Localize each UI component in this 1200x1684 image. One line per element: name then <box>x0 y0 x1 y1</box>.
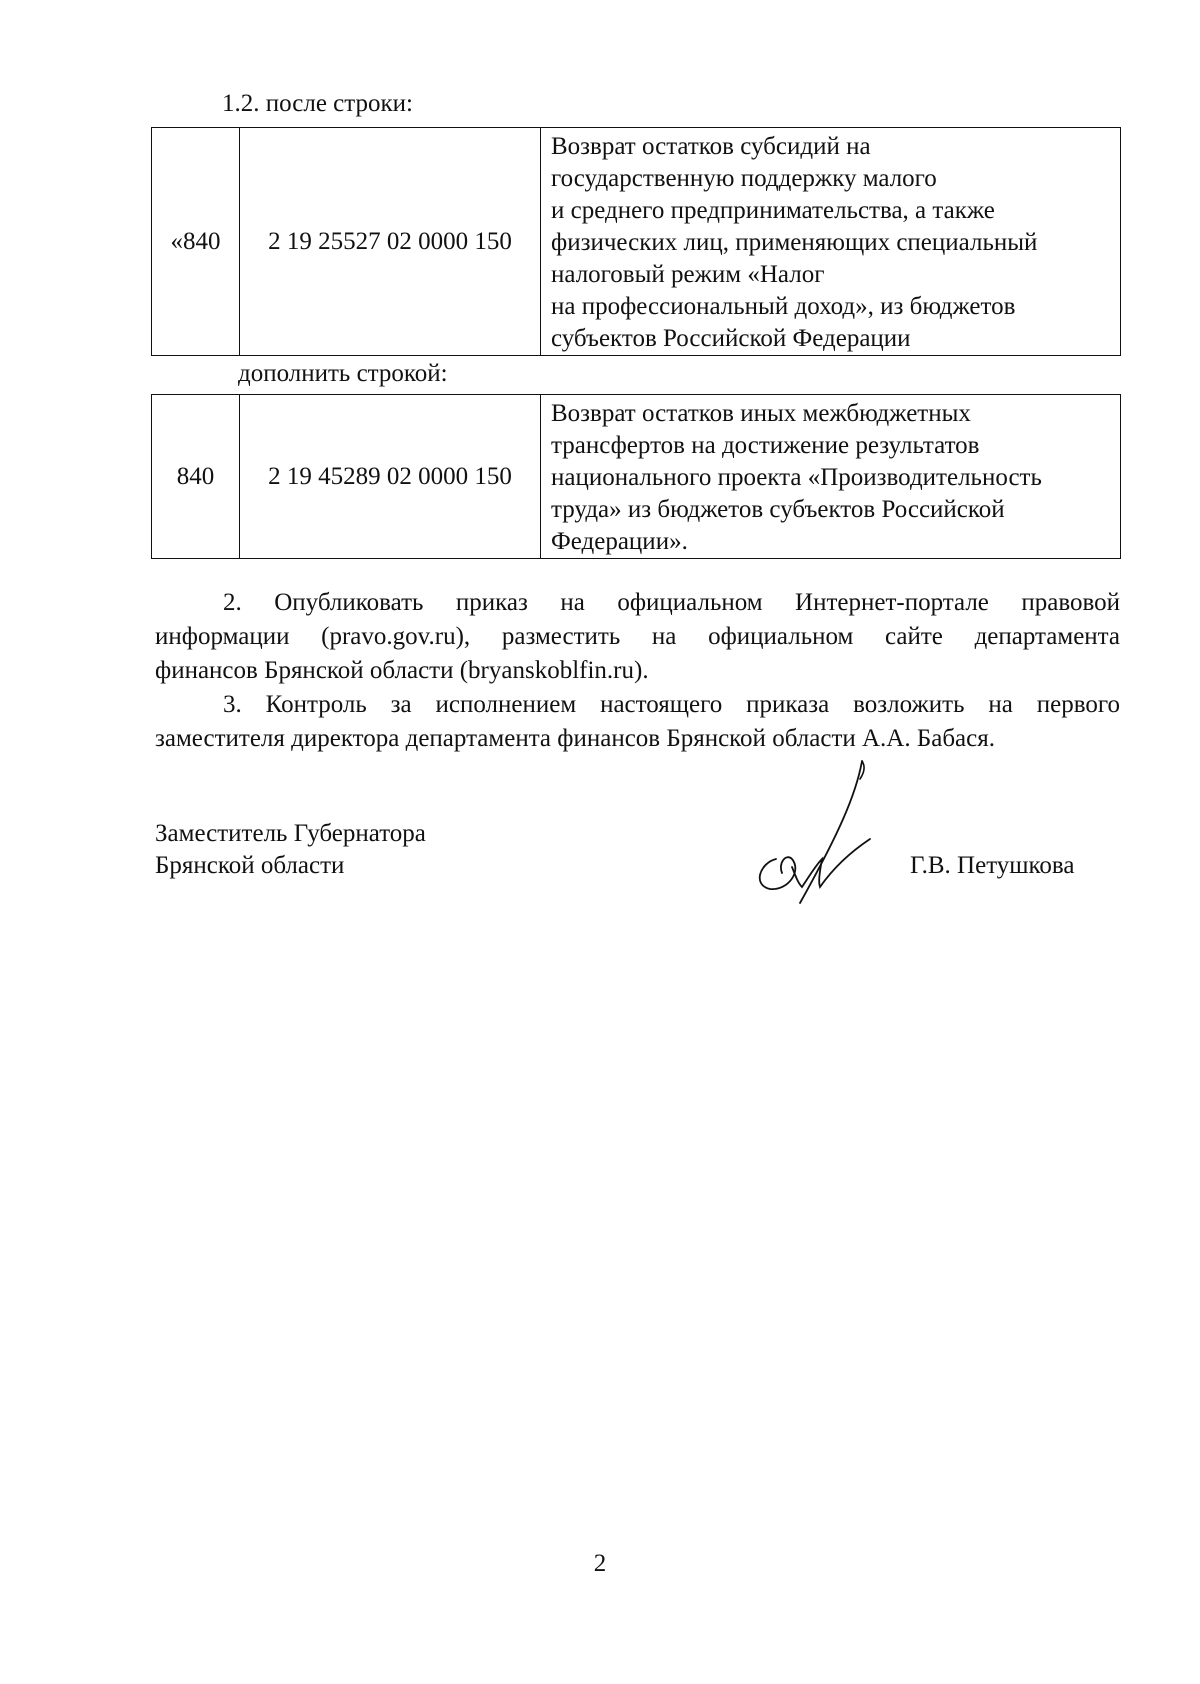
intro-after-line: 1.2. после строки: <box>222 90 413 117</box>
code-name-line: на профессиональный доход», из бюджетов <box>551 293 1016 320</box>
code-name <box>541 128 1121 356</box>
table-row <box>152 128 1121 356</box>
code-name-line: Возврат остатков субсидий на <box>551 133 871 160</box>
paragraph-line: заместителя директора департамента финансов Брянской области А.А. Бабася. <box>155 725 995 752</box>
code-name-line: Федерации». <box>551 528 688 555</box>
signer-position-line: Брянской области <box>155 852 345 879</box>
paragraph-line: 2. Опубликовать приказ на официальном Интернет-портале правовой <box>223 589 1120 616</box>
signer-position-line: Заместитель Губернатора <box>155 820 426 847</box>
intro-add-line: дополнить строкой: <box>238 360 448 387</box>
code-admin: «840 <box>152 128 240 356</box>
handwritten-signature <box>730 755 880 905</box>
code-name-line: субъектов Российской Федерации <box>551 325 911 352</box>
table-row <box>152 395 1121 559</box>
code-name-line: национального проекта «Производительность <box>551 464 1042 491</box>
code-name-line: государственную поддержку малого <box>551 165 937 192</box>
code-kbk: 2 19 45289 02 0000 150 <box>240 395 541 559</box>
code-name-line: Возврат остатков иных межбюджетных <box>551 400 971 427</box>
paragraph-line: 3. Контроль за исполнением настоящего приказа возложить на первого <box>223 691 1120 718</box>
paragraph-control <box>155 688 1120 756</box>
code-kbk: 2 19 25527 02 0000 150 <box>240 128 541 356</box>
code-name-line: трансфертов на достижение результатов <box>551 432 980 459</box>
code-admin: 840 <box>152 395 240 559</box>
code-name-line: и среднего предпринимательства, а также <box>551 197 995 224</box>
code-name-line: налоговый режим «Налог <box>551 261 825 288</box>
signer-name: Г.В. Петушкова <box>910 852 1075 879</box>
paragraph-line: информации (pravo.gov.ru), разместить на официальном сайте департамента <box>155 623 1120 650</box>
paragraph-publish <box>155 586 1120 688</box>
code-name <box>541 395 1121 559</box>
table-add-line <box>151 394 1121 559</box>
paragraph-line: финансов Брянской области (bryanskoblfin.ru). <box>155 657 649 684</box>
code-name-line: физических лиц, применяющих специальный <box>551 229 1038 256</box>
signer-position <box>155 818 426 882</box>
page-number: 2 <box>593 1550 607 1577</box>
table-after-line <box>151 127 1121 356</box>
code-name-line: труда» из бюджетов субъектов Российской <box>551 496 1005 523</box>
